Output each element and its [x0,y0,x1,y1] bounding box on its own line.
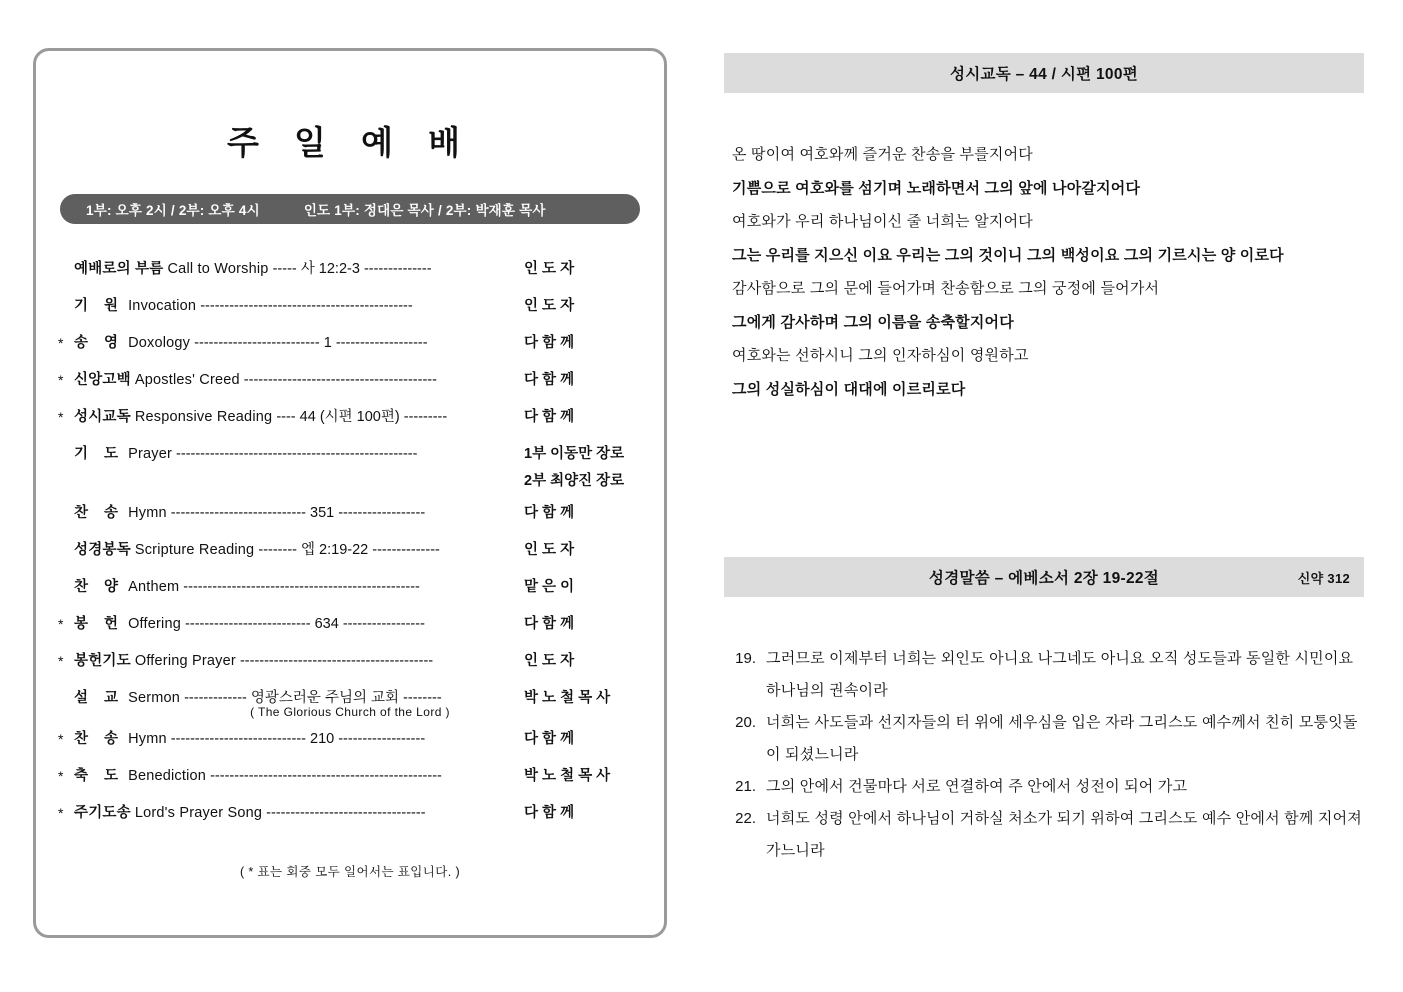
order-item-role: 인 도 자 [524,261,575,277]
order-item-eng: Sermon [128,690,181,706]
order-item-eng: Scripture Reading [134,542,255,558]
order-item-kor: 축 도 [74,768,125,784]
verse-row [732,643,1364,707]
scripture-body [732,643,1364,867]
order-item-main [74,721,522,758]
responsive-reading-body [732,138,1360,406]
order-item-kor: 주기도송 [74,805,131,821]
responsive-line: 그는 우리를 지으신 이요 우리는 그의 것이니 그의 백성이요 그의 기르시는 양 이로다 [732,246,1284,264]
star-mark: * [58,409,64,425]
order-item-eng: Hymn [128,505,167,521]
order-item-dots: ---- 44 (시편 100편) --------- [276,409,448,425]
order-item-dots: ------------------------------------------------- [183,579,420,595]
order-item-kor: 찬 송 [74,731,125,747]
order-item-main [74,606,522,643]
order-item-role: 다 함 께 [524,505,575,521]
order-item-role: 인 도 자 [524,542,575,558]
order-item-eng: Apostles' Creed [134,372,240,388]
order-item-main [74,399,522,436]
order-item-dots: -------------------------------------------------- [176,446,418,462]
order-item-role-line-2: 2부 최양진 장로 [524,473,625,489]
order-item-kor: 신앙고백 [74,372,131,388]
star-mark: * [58,372,64,388]
order-item [58,532,642,569]
order-item-dots: --------------------------------- [266,805,426,821]
order-item-role: 다 함 께 [524,731,575,747]
order-item-eng: Invocation [128,298,197,314]
order-item-eng: Doxology [128,335,191,351]
star-mark: * [58,653,64,669]
scripture-title: 성경말씀 – 에베소서 2장 19-22절 [928,570,1160,587]
standing-footnote: ( * 표는 회중 모두 일어서는 표입니다. ) [239,865,461,879]
order-item-dots: ---------------------------------------- [239,653,434,669]
order-item-dots: ----- 사 12:2-3 -------------- [272,261,432,277]
order-item-eng: Offering Prayer [134,653,236,669]
order-item-role: 인 도 자 [524,298,575,314]
order-item-dots: -------------------------------------------- [200,298,413,314]
order-item-role: 맡 은 이 [524,579,575,595]
responsive-reading-header [724,53,1364,93]
star-mark: * [58,616,64,632]
verse-text: 너희는 사도들과 선지자들의 터 위에 세우심을 입은 자라 그리스도 예수께서 친히 모퉁잇돌이 되셨느니라 [766,714,1358,763]
order-item [58,399,642,436]
verse-row [732,771,1364,803]
order-item-main [74,251,522,288]
order-item-main [74,569,522,606]
order-item-dots: -------- 엡 2:19-22 -------------- [258,542,440,558]
verse-number: 22. [735,810,756,827]
order-item-eng: Hymn [128,731,167,747]
verse-number: 19. [735,650,756,667]
order-item [58,436,642,495]
order-item-kor: 설 교 [74,690,125,706]
order-item-dots: ---------------------------- 210 ------------------ [170,731,426,747]
order-item [58,643,642,680]
order-item [58,325,642,362]
order-item-main [74,288,522,325]
order-item-kor: 예배로의 부름 [74,261,164,277]
order-item-role: 박 노 철 목 사 [524,690,611,706]
responsive-line: 기쁨으로 여호와를 섬기며 노래하면서 그의 앞에 나아갈지어다 [732,179,1141,197]
verse-text: 그러므로 이제부터 너희는 외인도 아니요 나그네도 아니요 오직 성도들과 동일한 시민이요 하나님의 권속이라 [766,650,1354,699]
order-item-eng: Responsive Reading [134,409,273,425]
order-item-kor: 찬 송 [74,505,125,521]
order-item-dots: ------------------------------------------------ [210,768,442,784]
order-item-main [74,325,522,362]
verse-row [732,803,1364,867]
order-item [58,362,642,399]
order-item-main [74,758,522,795]
responsive-line: 그에게 감사하며 그의 이름을 송축할지어다 [732,313,1014,331]
star-mark: * [58,805,64,821]
order-of-worship-list [36,251,664,832]
order-item-eng: Offering [128,616,181,632]
order-item [58,251,642,288]
order-item-eng: Benediction [128,768,207,784]
service-times: 1부: 오후 2시 / 2부: 오후 4시 [86,203,260,218]
page-title: 주 일 예 배 [226,124,474,161]
responsive-line: 그의 성실하심이 대대에 이르리로다 [732,380,966,398]
order-item-role: 다 함 께 [524,409,575,425]
order-item-eng: Prayer [128,446,172,462]
service-info-bar [60,194,640,224]
order-item-main [74,436,524,473]
order-item-role: 다 함 께 [524,616,575,632]
order-item-dots: -------------------------- 634 ----------------- [185,616,425,632]
star-mark: * [58,768,64,784]
sermon-english-title: ( The Glorious Church of the Lord ) [250,705,450,719]
responsive-line: 감사함으로 그의 문에 들어가며 찬송함으로 그의 궁정에 들어가서 [732,280,1160,297]
scripture-page-note: 신약 312 [1297,570,1350,586]
order-item-dots: -------------------------- 1 ------------------- [194,335,428,351]
order-item-dots: ---------------------------------------- [243,372,437,388]
order-item [58,495,642,532]
order-item [58,569,642,606]
order-item-eng: Call to Worship [167,261,269,277]
responsive-line: 여호와는 선하시니 그의 인자하심이 영원하고 [732,347,1029,364]
star-mark: * [58,335,64,351]
order-item-dots: ------------- 영광스러운 주님의 교회 -------- [184,690,442,706]
order-item-main [74,795,522,832]
worship-bulletin-card [33,48,667,938]
order-item-main [74,532,522,569]
star-mark: * [58,731,64,747]
order-item-role: 박 노 철 목 사 [524,768,611,784]
service-leaders: 인도 1부: 정대은 목사 / 2부: 박재훈 목사 [303,203,546,218]
order-item-kor: 성시교독 [74,409,131,425]
order-item [58,288,642,325]
scripture-header [724,557,1364,597]
order-item [58,721,642,758]
order-item-kor: 봉 헌 [74,616,125,632]
order-item-role-group [524,436,642,495]
order-item [58,758,642,795]
responsive-line: 온 땅이여 여호와께 즐거운 찬송을 부를지어다 [732,146,1033,163]
verse-number: 21. [735,778,756,795]
order-item [58,795,642,832]
order-item-kor: 봉헌기도 [74,653,131,669]
order-item-role: 다 함 께 [524,805,575,821]
order-item-main [74,643,522,680]
order-item [58,606,642,643]
order-item-eng: Anthem [128,579,180,595]
order-item-main [74,495,522,532]
order-item-kor: 찬 양 [74,579,125,595]
order-item-kor: 성경봉독 [74,542,131,558]
order-item-role: 다 함 께 [524,372,575,388]
order-item-kor: 기 원 [74,298,125,314]
verse-text: 너희도 성령 안에서 하나님이 거하실 처소가 되기 위하여 그리스도 예수 안에서 함께 지어져 가느니라 [766,810,1362,859]
order-item-role: 다 함 께 [524,335,575,351]
order-item-role-line-1: 1부 이동만 장로 [524,446,625,462]
order-item-role: 인 도 자 [524,653,575,669]
order-item-kor: 기 도 [74,446,125,462]
order-item-kor: 송 영 [74,335,125,351]
verse-row [732,707,1364,771]
order-item-main [74,362,522,399]
responsive-reading-title: 성시교독 – 44 / 시편 100편 [949,66,1139,83]
verse-text: 그의 안에서 건물마다 서로 연결하여 주 안에서 성전이 되어 가고 [766,778,1188,795]
order-item-dots: ---------------------------- 351 ------------------ [170,505,426,521]
responsive-line: 여호와가 우리 하나님이신 줄 너희는 알지어다 [732,213,1033,230]
verse-number: 20. [735,714,756,731]
order-item-eng: Lord's Prayer Song [134,805,263,821]
